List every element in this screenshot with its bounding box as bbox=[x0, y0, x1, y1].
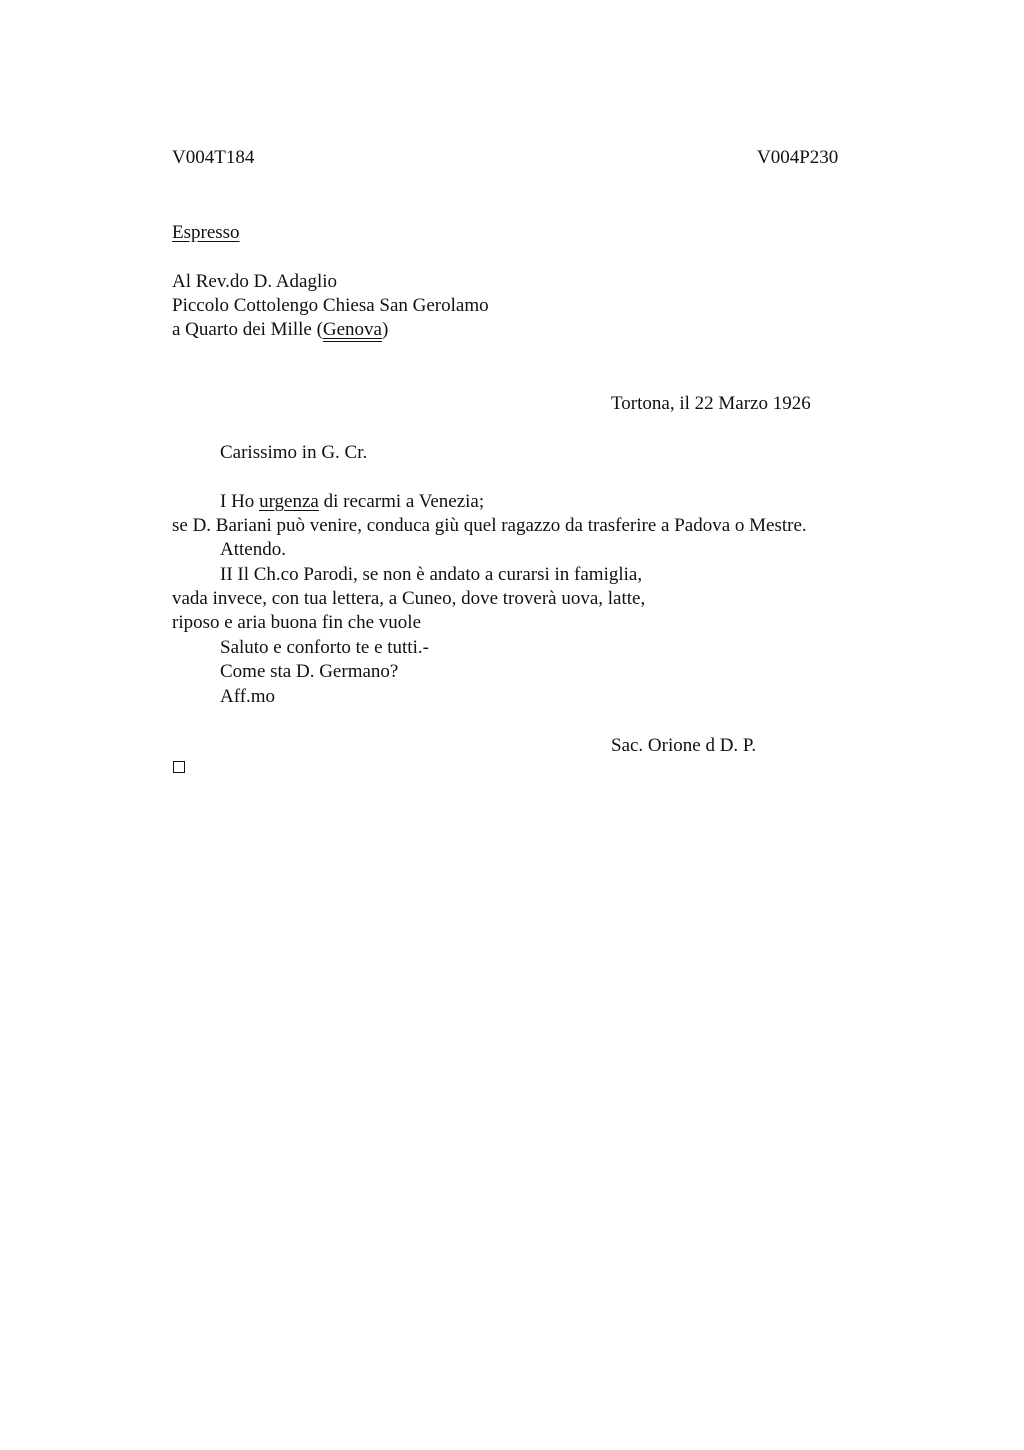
body-paragraph-1-line-2: se D. Bariani può venire, conduca giù quel ragazzo da trasferire a Padova o Mestre. bbox=[172, 515, 807, 536]
place-date: Tortona, il 22 Marzo 1926 bbox=[611, 393, 811, 414]
address-suffix: ) bbox=[382, 319, 389, 340]
address-line-1: Al Rev.do D. Adaglio bbox=[172, 271, 338, 292]
body-paragraph-2-line-3: riposo e aria buona fin che vuole bbox=[172, 612, 422, 633]
address-prefix: a Quarto dei Mille ( bbox=[172, 319, 323, 340]
address-line-3 bbox=[172, 318, 388, 342]
address-line-2: Piccolo Cottolengo Chiesa San Gerolamo bbox=[172, 295, 489, 316]
closing-line-1: Saluto e conforto te e tutti.- bbox=[220, 637, 429, 658]
body-paragraph-1-line-1 bbox=[220, 490, 484, 514]
checkbox-square-icon bbox=[173, 761, 185, 773]
salutation: Carissimo in G. Cr. bbox=[220, 442, 368, 463]
signature: Sac. Orione d D. P. bbox=[611, 735, 757, 756]
closing-line-2: Come sta D. Germano? bbox=[220, 661, 399, 682]
body-paragraph-1-line-3: Attendo. bbox=[220, 539, 286, 560]
body-paragraph-2-line-2: vada invece, con tua lettera, a Cuneo, dove troverà uova, latte, bbox=[172, 588, 646, 609]
address-city: Genova bbox=[322, 319, 382, 340]
body-paragraph-2-line-1: II Il Ch.co Parodi, se non è andato a curarsi in famiglia, bbox=[220, 564, 643, 585]
closing-line-3: Aff.mo bbox=[220, 686, 276, 707]
delivery-note: Espresso bbox=[172, 222, 240, 243]
p1-prefix: I Ho bbox=[220, 491, 260, 512]
p1-emphasis: urgenza bbox=[259, 491, 319, 512]
document-code-right: V004P230 bbox=[757, 147, 839, 168]
document-code-left: V004T184 bbox=[172, 147, 255, 168]
p1-suffix: di recarmi a Venezia; bbox=[318, 491, 485, 512]
